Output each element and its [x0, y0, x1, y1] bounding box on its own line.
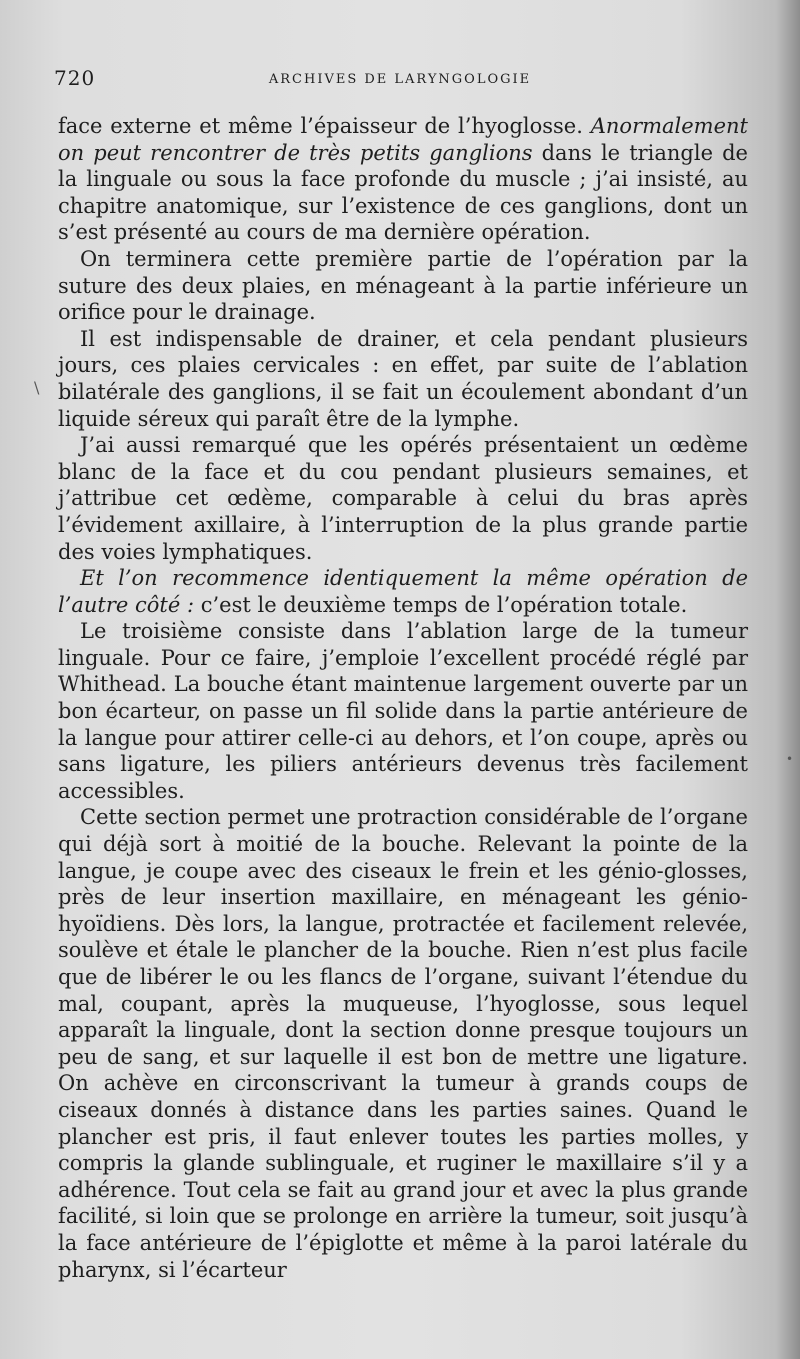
- paragraph: [58, 565, 748, 618]
- text-run: dans le triangle de la linguale ou sous la face profonde du muscle ; j’ai insisté, au chapitre anatomique, sur l’existence de ces ganglions, dont un s’est présenté au cours de ma dernière opération.: [58, 140, 748, 245]
- margin-tick-mark: \: [34, 378, 40, 397]
- text-run: c’est le deuxième temps de l’opération totale.: [194, 592, 688, 617]
- margin-dot-mark: •: [786, 752, 794, 766]
- page-number: 720: [54, 66, 96, 90]
- paragraph: [58, 326, 748, 432]
- paragraph: [58, 432, 748, 565]
- text-run: On terminera cette première partie de l’opération par la suture des deux plaies, en ménageant à la partie inférieure un orifice pour le drainage.: [58, 246, 748, 325]
- text-run: Le troisième consiste dans l’ablation large de la tumeur linguale. Pour ce faire, j’emploie l’excellent procédé réglé par Whithead. La bouche étant maintenue largement ouverte par un bon écarteur, on passe un fil solide dans la partie antérieure de la langue pour attirer celle-ci au dehors, et l’on coupe, après ou sans ligature, les piliers antérieurs devenus très facilement accessibles.: [58, 619, 748, 803]
- paragraph: [58, 246, 748, 326]
- running-head: ARCHIVES DE LARYNGOLOGIE: [268, 72, 532, 87]
- paragraph: [58, 804, 748, 1283]
- paragraph: [58, 618, 748, 804]
- text-run: Il est indispensable de drainer, et cela pendant plusieurs jours, ces plaies cervicales : en effet, par suite de l’ablation bilatérale des ganglions, il se fait un écoulement abondant d’un liquide séreux qui paraît être de la lymphe.: [58, 326, 748, 431]
- page-header: [50, 66, 750, 96]
- italic-text: Anormalement on peut rencontrer de très petits ganglions: [58, 114, 748, 165]
- body-text: [58, 113, 748, 1283]
- text-run: Cette section permet une protraction considérable de l’organe qui déjà sort à moitié de la bouche. Relevant la pointe de la langue, je coupe avec des ciseaux le frein et les génio-glosses, près de leur insertion maxillaire, en ménageant les génio-hyoïdiens. Dès lors, la langue, protractée et facilement relevée, soulève et étale le plancher de la bouche. Rien n’est plus facile que de libérer le ou les flancs de l’organe, suivant l’étendue du mal, coupant, après la muqueuse, l’hyoglosse, sous lequel apparaît la linguale, dont la section donne presque toujours un peu de sang, et sur laquelle il est bon de mettre une ligature. On achève en circonscrivant la tumeur à grands coups de ciseaux donnés à distance dans les parties saines. Quand le plancher est pris, il faut enlever toutes les parties molles, y compris la glande sublinguale, et ruginer le maxillaire s’il y a adhérence. Tout cela se fait au grand jour et avec la plus grande facilité, si loin que se prolonge en arrière la tumeur, soit jusqu’à la face antérieure de l’épiglotte et même à la paroi latérale du pharynx, si l’écarteur: [58, 805, 748, 1282]
- italic-text: Et l’on recommence identiquement la même opération de l’autre côté :: [58, 566, 748, 617]
- text-run: J’ai aussi remarqué que les opérés présentaient un œdème blanc de la face et du cou pendant plusieurs semaines, et j’attribue cet œdème, comparable à celui du bras après l’évidement axillaire, à l’interruption de la plus grande partie des voies lymphatiques.: [58, 433, 748, 564]
- paragraph: [58, 113, 748, 246]
- text-run: face externe et même l’épaisseur de l’hyoglosse.: [58, 114, 591, 138]
